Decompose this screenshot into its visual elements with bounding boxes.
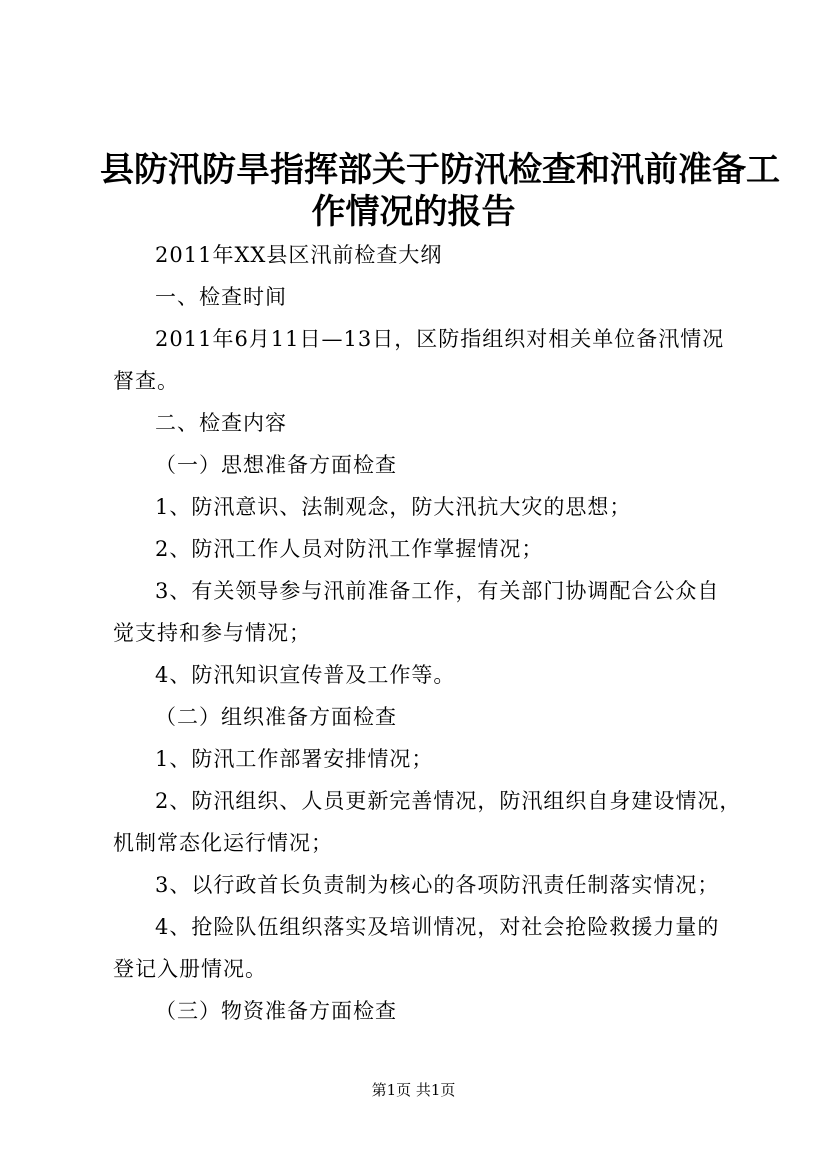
list-item-2-4-cont: 登记入册情况。	[113, 957, 267, 981]
list-item-1-1: 1、防汛意识、法制观念，防大汛抗大灾的思想；	[155, 495, 632, 519]
list-item-1-4: 4、防汛知识宣传普及工作等。	[155, 663, 456, 687]
list-item-2-2: 2、防汛组织、人员更新完善情况，防汛组织自身建设情况，	[155, 789, 742, 813]
list-item-2-4: 4、抢险队伍组织落实及培训情况，对社会抢险救援力量的	[155, 915, 720, 939]
list-item-1-3: 3、有关领导参与汛前准备工作，有关部门协调配合公众自	[155, 579, 720, 603]
paragraph-inspection-date-cont: 督查。	[113, 369, 179, 393]
list-item-1-3-cont: 觉支持和参与情况；	[113, 621, 311, 645]
subsection-heading-materials: （三）物资准备方面检查	[155, 999, 397, 1023]
section-heading-inspection-time: 一、检查时间	[155, 285, 287, 309]
subsection-heading-mental-preparation: （一）思想准备方面检查	[155, 453, 397, 477]
document-title-line-2: 作情况的报告	[311, 192, 516, 232]
subsection-heading-organization: （二）组织准备方面检查	[155, 705, 397, 729]
document-title-line-1: 县防汛防旱指挥部关于防汛检查和汛前准备工	[100, 150, 780, 190]
section-heading-inspection-content: 二、检查内容	[155, 411, 287, 435]
list-item-2-3: 3、以行政首长负责制为核心的各项防汛责任制落实情况；	[155, 873, 720, 897]
list-item-2-1: 1、防汛工作部署安排情况；	[155, 747, 434, 771]
list-item-1-2: 2、防汛工作人员对防汛工作掌握情况；	[155, 537, 544, 561]
paragraph-inspection-date: 2011年6月11日—13日，区防指组织对相关单位备汛情况	[155, 327, 725, 351]
page-footer: 第1页 共1页	[371, 1081, 456, 1099]
paragraph-outline-title: 2011年XX县区汛前检查大纲	[155, 243, 443, 267]
list-item-2-2-cont: 机制常态化运行情况；	[113, 831, 333, 855]
